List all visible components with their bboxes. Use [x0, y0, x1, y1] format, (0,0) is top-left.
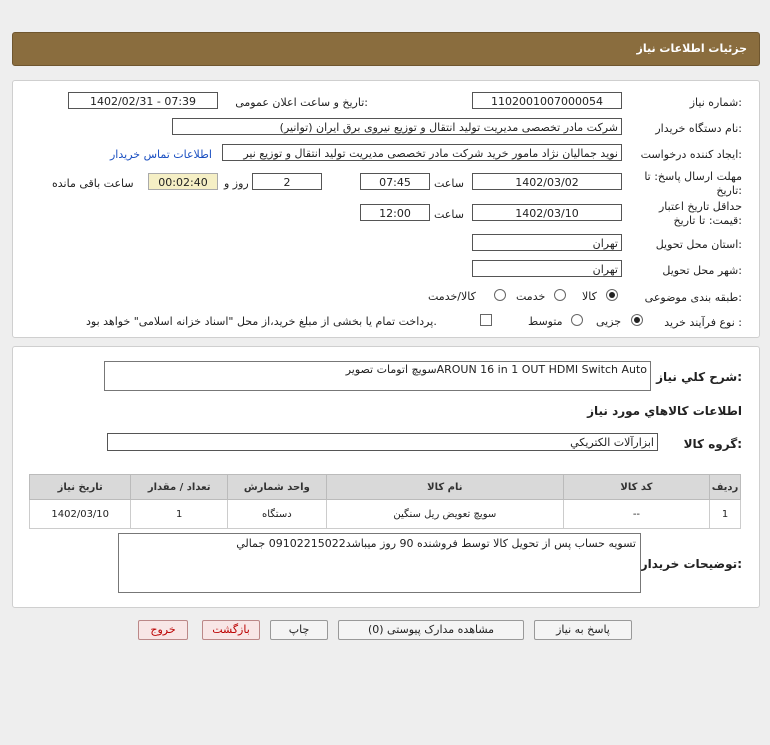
goods-table: [29, 474, 741, 529]
col-quantity: تعداد / مقدار: [131, 475, 228, 500]
col-date: تاریخ نیاز: [30, 475, 131, 500]
deadline-time-field: 07:45: [360, 173, 430, 190]
treasury-checkbox[interactable]: [480, 314, 492, 326]
remaining-label: ساعت باقی مانده: [52, 177, 134, 190]
creator-field: نوید جمالیان نژاد مامور خرید شرکت مادر تخصصی مدیریت تولید انتقال و توزیع نیر: [222, 144, 622, 161]
deadline-date-field: 1402/03/02: [472, 173, 622, 190]
cell-code: --: [563, 500, 709, 529]
days-label: روز و: [224, 177, 249, 190]
process-option-minor: جزیی: [596, 315, 622, 328]
buyer-contact-link[interactable]: اطلاعات تماس خریدار: [110, 148, 212, 161]
process-radio-minor[interactable]: [631, 314, 643, 326]
deadline-label-2: تاریخ:: [716, 184, 742, 197]
reply-button[interactable]: پاسخ به نیاز: [534, 620, 632, 640]
validity-label-2: قیمت: تا تاریخ:: [673, 214, 742, 227]
category-radio-goods-service[interactable]: [494, 289, 506, 301]
validity-date-field: 1402/03/10: [472, 204, 622, 221]
cell-row: 1: [710, 500, 741, 529]
col-row: رديف: [710, 475, 741, 500]
page-header: [12, 32, 760, 66]
goods-group-label: گروه کالا:: [683, 437, 742, 451]
col-name: نام کالا: [326, 475, 563, 500]
col-code: کد کالا: [563, 475, 709, 500]
back-button[interactable]: بازگشت: [202, 620, 260, 640]
city-label: شهر محل تحویل:: [662, 264, 742, 277]
process-label: نوع فرآیند خرید :: [664, 316, 742, 329]
description-field: سويچ اتومات تصويرAROUN 16 in 1 OUT HDMI Switch Auto: [104, 361, 651, 391]
category-option-goods: کالا: [582, 290, 597, 303]
category-radio-goods[interactable]: [606, 289, 618, 301]
category-label: طبقه بندی موضوعی:: [644, 291, 742, 304]
cell-quantity: 1: [131, 500, 228, 529]
buyer-notes-field: تسويه حساب پس از تحويل کالا توسط فروشنده 90 روز ميباشد09102215022 جمالي: [118, 533, 641, 593]
goods-table-header: [30, 475, 741, 500]
province-label: استان محل تحویل:: [655, 238, 742, 251]
page-title: جزئیات اطلاعات نیاز: [636, 42, 747, 55]
category-radio-service[interactable]: [554, 289, 566, 301]
print-button[interactable]: چاپ: [270, 620, 328, 640]
category-option-goods-service: کالا/خدمت: [428, 290, 476, 303]
buyer-org-field: شرکت مادر تخصصی مدیریت تولید انتقال و توزیع نیروی برق ایران (توانیر): [172, 118, 622, 135]
validity-label-1: حداقل تاریخ اعتبار: [658, 200, 742, 213]
city-field: تهران: [472, 260, 622, 277]
announce-field: 1402/02/31 - 07:39: [68, 92, 218, 109]
creator-label: ایجاد کننده درخواست:: [640, 148, 742, 161]
need-number-label: شماره نیاز:: [689, 96, 742, 109]
cell-unit: دستگاه: [227, 500, 326, 529]
deadline-time-label: ساعت: [434, 177, 464, 190]
process-option-medium: متوسط: [528, 315, 563, 328]
validity-time-field: 12:00: [360, 204, 430, 221]
description-label: شرح کلي نياز:: [656, 370, 742, 384]
need-number-field: 1102001007000054: [472, 92, 622, 109]
col-unit: واحد شمارش: [227, 475, 326, 500]
table-row: [30, 500, 741, 529]
deadline-label-1: مهلت ارسال پاسخ: تا: [644, 170, 742, 183]
cell-date: 1402/03/10: [30, 500, 131, 529]
validity-time-label: ساعت: [434, 208, 464, 221]
process-radio-medium[interactable]: [571, 314, 583, 326]
exit-button[interactable]: خروج: [138, 620, 188, 640]
category-option-service: خدمت: [516, 290, 546, 303]
buyer-org-label: نام دستگاه خریدار:: [655, 122, 742, 135]
cell-name: سويچ تعويض ريل سنگين: [326, 500, 563, 529]
remaining-time-field: 00:02:40: [148, 173, 218, 190]
treasury-note: پرداخت تمام یا بخشی از مبلغ خرید،از محل "اسناد خزانه اسلامی" خواهد بود.: [86, 315, 437, 328]
goods-section-title: اطلاعات کالاهاي مورد نياز: [587, 404, 742, 418]
goods-group-field: ابزارآلات الکتريکي: [107, 433, 658, 451]
province-field: تهران: [472, 234, 622, 251]
attachments-button[interactable]: مشاهده مدارک پیوستی (0): [338, 620, 524, 640]
buyer-notes-label: توضیحات خریدار:: [640, 557, 742, 571]
announce-label: تاریخ و ساعت اعلان عمومی:: [235, 96, 368, 109]
days-field: 2: [252, 173, 322, 190]
